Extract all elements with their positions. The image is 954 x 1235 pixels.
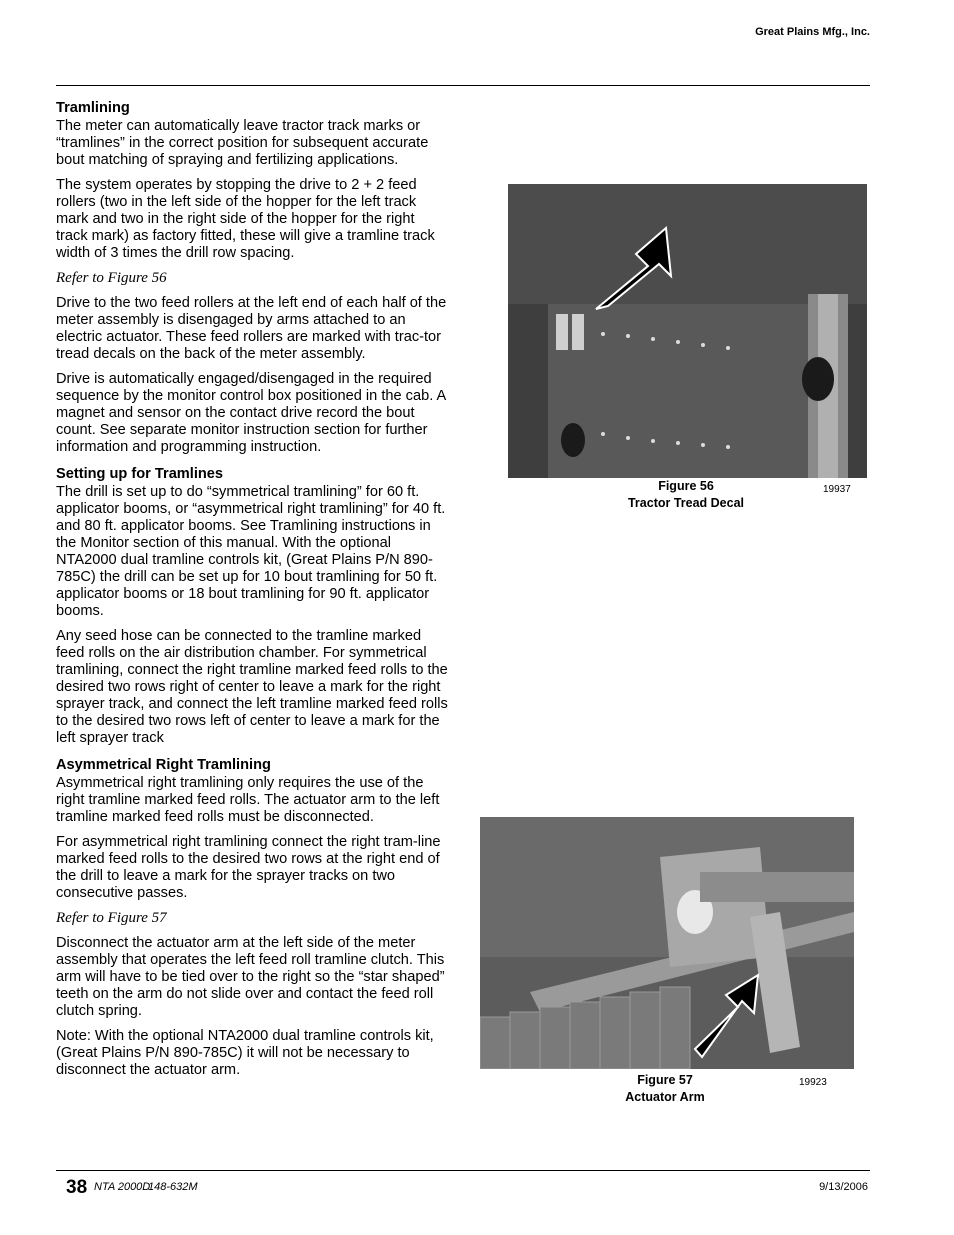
heading-asymmetrical: Asymmetrical Right Tramlining (56, 757, 271, 773)
actuator-arm-illustration (480, 817, 854, 1069)
paragraph: The meter can automatically leave tractor track marks or “tramlines” in the correct position for subsequent accurate bout matching of spraying and fertilizing applications. (56, 118, 429, 168)
footer-date: 9/13/2006 (819, 1181, 868, 1193)
figure-56-title: Tractor Tread Decal (627, 496, 745, 510)
paragraph: Disconnect the actuator arm at the left side of the meter assembly that operates the left feed roll tramline clutch. This arm will have to be tied over to the right so the “star shaped” teeth on the arm do not slide over and contact the feed roll clutch spring. (56, 935, 445, 1019)
figure-57-id: 19923 (799, 1077, 827, 1088)
figure-reference: Refer to Figure 57 (56, 910, 167, 926)
paragraph: Drive is automatically engaged/disengaged in the required sequence by the monitor control box positioned in the cab. A magnet and sensor on the contact drive record the bout count. See separate monitor instruction section for further information and programming instruction. (56, 371, 446, 455)
heading-setting-up: Setting up for Tramlines (56, 466, 224, 482)
figure-56-number: Figure 56 (658, 479, 714, 493)
figure-57-title: Actuator Arm (625, 1090, 705, 1104)
paragraph: For asymmetrical right tramlining connect the right tram-line marked feed rolls to the desired two rows at the right end of the drill to leave a mark for the sprayer tracks on two consecutive passes. (56, 834, 441, 901)
page-number: 38 (66, 1177, 88, 1198)
footer-model: NTA 2000D (94, 1181, 151, 1193)
paragraph: Note: With the optional NTA2000 dual tramline controls kit, (Great Plains P/N 890-785C) it will not be necessary to disconnect the actuator arm. (56, 1028, 434, 1078)
figure-56-caption (600, 478, 772, 512)
paragraph: The drill is set up to do “symmetrical tramlining” for 60 ft. applicator booms, or “asymmetrical right tramlining” for 40 ft. and 80 ft. applicator booms. See Tramlining instructions in the Monitor section of this manual. With the optional NTA2000 dual tramline controls kit, (Great Plains P/N 890-785C) the drill can be set up for 10 bout tramlining for 50 ft. applicator booms or 18 bout tramlining for 90 ft. applicator booms. (56, 484, 446, 619)
paragraph: The system operates by stopping the drive to 2 + 2 feed rollers (two in the left side of the hopper for the left track mark and two in the right side of the hopper for the right track mark) as factory fitted, these will give a tramline track width of 3 times the drill row spacing. (56, 177, 435, 261)
figure-56-photo (508, 184, 867, 478)
paragraph: Drive to the two feed rollers at the left end of each half of the meter assembly is disengaged by arms attached to an electric actuator. These feed rollers are marked with trac-tor tread decals on the back of the meter assembly. (56, 295, 447, 362)
paragraph: Any seed hose can be connected to the tramline marked feed rolls on the air distribution chamber. For symmetrical tramlining, connect the right tramline marked feed rolls to the desired two rows right of center to leave a mark for the right sprayer track, and connect the left tramline marked feed rolls to the desired two rows left of center to leave a mark for the left sprayer track (56, 628, 448, 746)
figure-57-number: Figure 57 (637, 1073, 693, 1087)
figure-56-id: 19937 (823, 484, 851, 495)
figure-reference: Refer to Figure 56 (56, 270, 167, 286)
text-column (56, 98, 450, 1087)
paragraph: Asymmetrical right tramlining only requires the use of the right tramline marked feed rolls. The actuator arm to the left tramline marked feed rolls must be disconnected. (56, 775, 440, 825)
header-company: Great Plains Mfg., Inc. (755, 26, 870, 38)
figure-57-caption (590, 1072, 740, 1106)
footer-rule (56, 1170, 870, 1171)
tractor-tread-decal-illustration (508, 184, 867, 478)
figure-57-photo (480, 817, 854, 1069)
footer-part-number: 148-632M (148, 1181, 198, 1193)
header-rule (56, 85, 870, 86)
heading-tramlining: Tramlining (56, 100, 130, 116)
